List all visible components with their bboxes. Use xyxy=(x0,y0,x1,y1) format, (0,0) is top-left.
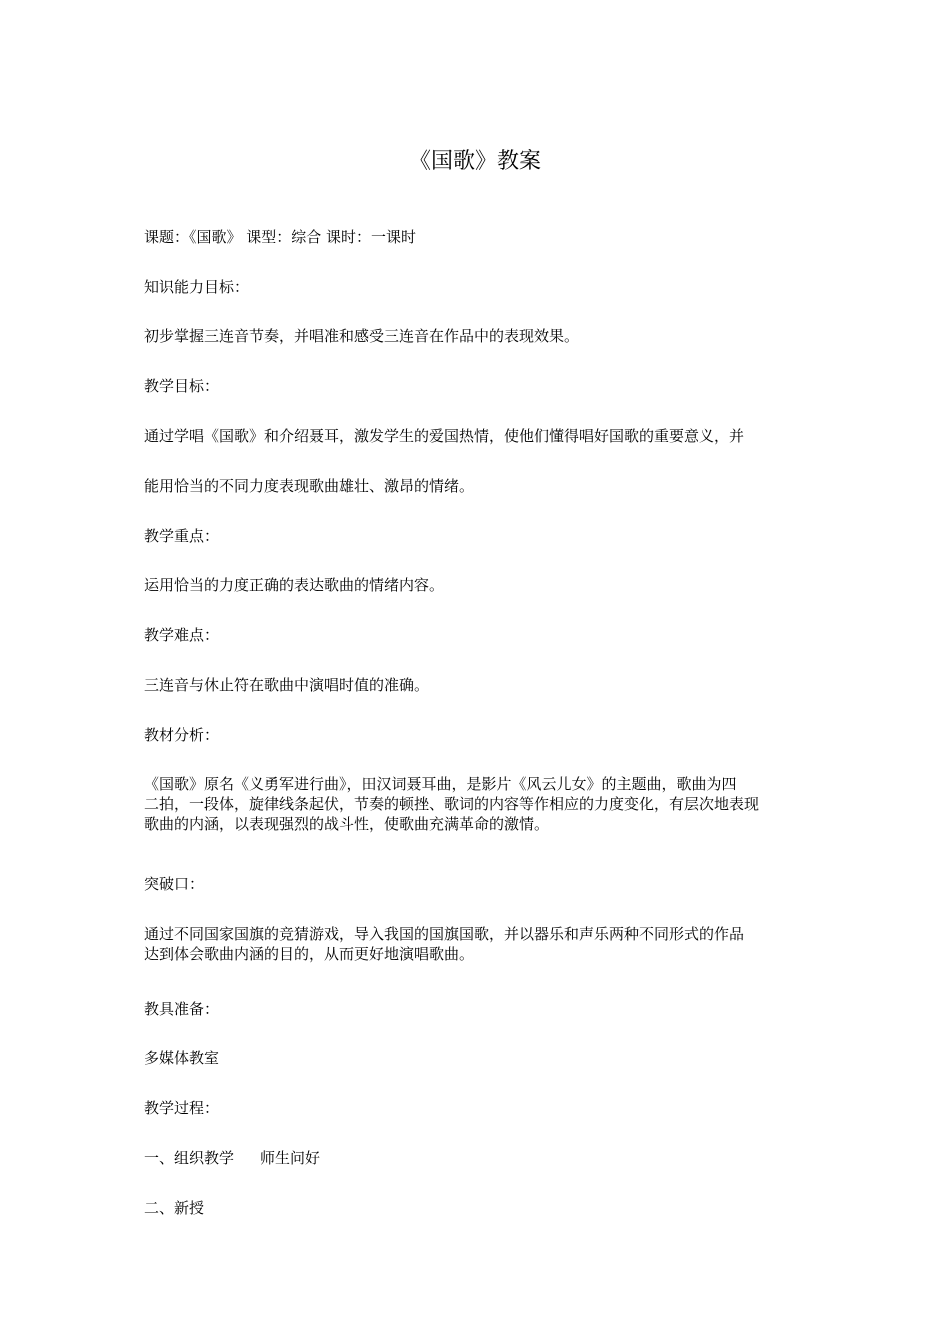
analysis-line: 二拍，一段体，旋律线条起伏，节奏的顿挫、歌词的内容等作相应的力度变化，有层次地表现 xyxy=(144,795,760,813)
breakthrough-line: 达到体会歌曲内涵的目的，从而更好地演唱歌曲。 xyxy=(144,945,475,963)
tools-text: 多媒体教室 xyxy=(144,1049,220,1067)
teaching-goal-heading: 教学目标： xyxy=(144,377,220,395)
breakthrough-paragraph xyxy=(144,924,814,964)
teaching-goal-line-1: 通过学唱《国歌》和介绍聂耳，激发学生的爱国热情，使他们懂得唱好国歌的重要意义，并 xyxy=(144,427,745,445)
analysis-heading: 教材分析： xyxy=(144,726,220,744)
document-title: 《国歌》教案 xyxy=(408,149,541,174)
key-point-text: 运用恰当的力度正确的表达歌曲的情绪内容。 xyxy=(144,576,445,594)
lesson-meta-line: 课题：《国歌》 课型：综合 课时：一课时 xyxy=(144,228,417,246)
knowledge-heading: 知识能力目标： xyxy=(144,278,250,296)
process-step-1-note: 师生问好 xyxy=(260,1149,321,1167)
process-heading: 教学过程： xyxy=(144,1099,220,1117)
teaching-goal-line-2: 能用恰当的不同力度表现歌曲雄壮、激昂的情绪。 xyxy=(144,477,475,495)
breakthrough-line: 通过不同国家国旗的竞猜游戏，导入我国的国旗国歌，并以器乐和声乐两种不同形式的作品 xyxy=(144,925,745,943)
breakthrough-heading: 突破口： xyxy=(144,875,205,893)
tools-heading: 教具准备： xyxy=(144,1000,220,1018)
analysis-line: 《国歌》原名《义勇军进行曲》，田汉词聂耳曲，是影片《风云儿女》的主题曲，歌曲为四 xyxy=(144,775,737,793)
key-point-heading: 教学重点： xyxy=(144,527,220,545)
process-step-1-label: 一、组织教学 xyxy=(144,1149,235,1167)
difficulty-text: 三连音与休止符在歌曲中演唱时值的准确。 xyxy=(144,676,430,694)
knowledge-text: 初步掌握三连音节奏，并唱准和感受三连音在作品中的表现效果。 xyxy=(144,327,580,345)
analysis-line: 歌曲的内涵，以表现强烈的战斗性，使歌曲充满革命的激情。 xyxy=(144,815,550,833)
process-step-2: 二、新授 xyxy=(144,1199,205,1217)
difficulty-heading: 教学难点： xyxy=(144,626,220,644)
analysis-paragraph xyxy=(144,774,814,834)
process-step-1 xyxy=(144,1148,814,1168)
